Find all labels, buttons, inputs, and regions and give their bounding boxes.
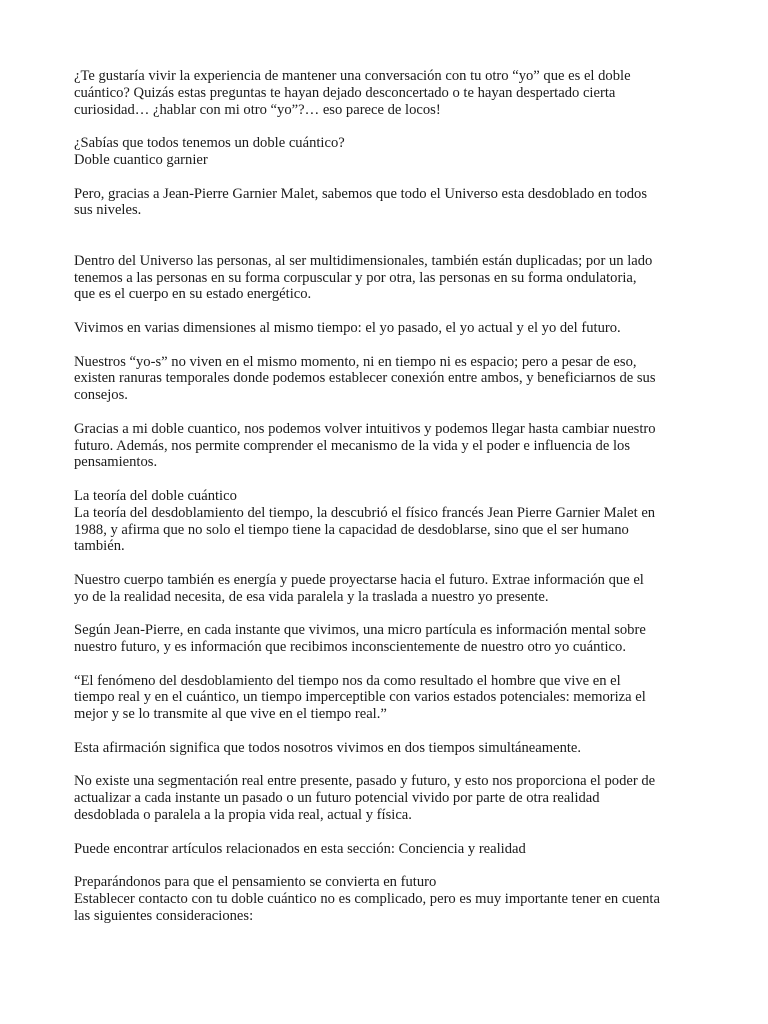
- paragraph-energy: [74, 572, 704, 606]
- paragraph-related-articles: [74, 841, 704, 858]
- text-line: Esta afirmación significa que todos nosotros vivimos en dos tiempos simultáneamente.: [74, 739, 582, 756]
- text-line: La teoría del desdoblamiento del tiempo, la descubrió el físico francés Jean Pierre Garnier Malet en: [74, 504, 656, 521]
- text-line: tenemos a las personas en su forma corpuscular y por otra, las personas en su forma ondulatoria,: [74, 269, 637, 286]
- text-line: Doble cuantico garnier: [74, 151, 208, 168]
- paragraph-garnier: [74, 186, 704, 236]
- paragraph-simultaneous: [74, 740, 704, 757]
- text-line: Según Jean-Pierre, en cada instante que vivimos, una micro partícula es información mental sobre: [74, 622, 646, 639]
- text-line: consejos.: [74, 387, 128, 404]
- paragraph-theory: [74, 488, 704, 555]
- document-body: [74, 68, 704, 941]
- paragraph-quote: [74, 673, 704, 723]
- text-line: Vivimos en varias dimensiones al mismo tiempo: el yo pasado, el yo actual y el yo del futuro.: [74, 319, 621, 336]
- text-line: Dentro del Universo las personas, al ser multidimensionales, también están duplicadas; por un lado: [74, 252, 653, 269]
- text-line: desdoblada o paralela a la propia vida real, actual y física.: [74, 807, 412, 824]
- section-heading: La teoría del doble cuántico: [74, 487, 237, 504]
- paragraph-question: [74, 135, 704, 169]
- paragraph-instant: [74, 622, 704, 656]
- text-line: mejor y se lo transmite al que vive en el tiempo real.”: [74, 706, 387, 723]
- text-line: Establecer contacto con tu doble cuántico no es complicado, pero es muy importante tener en cuenta: [74, 891, 660, 908]
- text-line: “El fenómeno del desdoblamiento del tiempo nos da como resultado el hombre que vive en el: [74, 672, 621, 689]
- text-line: 1988, y afirma que no solo el tiempo tiene la capacidad de desdoblarse, sino que el ser humano: [74, 521, 629, 538]
- text-line: nuestro futuro, y es información que recibimos inconscientemente de nuestro otro yo cuántico.: [74, 639, 626, 656]
- text-line: Gracias a mi doble cuantico, nos podemos volver intuitivos y podemos llegar hasta cambiar nuestro: [74, 420, 656, 437]
- text-line: yo de la realidad necesita, de esa vida paralela y la traslada a nuestro yo presente.: [74, 588, 549, 605]
- text-line: sus niveles.: [74, 202, 142, 219]
- paragraph-intuitive: [74, 421, 704, 471]
- text-line: Puede encontrar artículos relacionados en esta sección: Conciencia y realidad: [74, 840, 526, 857]
- paragraph-dimensions: [74, 320, 704, 337]
- text-line: Nuestros “yo-s” no viven en el mismo momento, ni en tiempo ni es espacio; pero a pesar de eso,: [74, 353, 637, 370]
- text-line: ¿Sabías que todos tenemos un doble cuántico?: [74, 135, 345, 152]
- text-line: tiempo real y en el cuántico, un tiempo imperceptible con varios estados potenciales: memoriza el: [74, 689, 646, 706]
- text-line: que es el cuerpo en su estado energético.: [74, 286, 312, 303]
- text-line: Nuestro cuerpo también es energía y puede proyectarse hacia el futuro. Extrae información que el: [74, 571, 644, 588]
- text-line: No existe una segmentación real entre presente, pasado y futuro, y esto nos proporciona el poder de: [74, 773, 656, 790]
- paragraph-multidimensional: [74, 253, 704, 303]
- text-line: Pero, gracias a Jean-Pierre Garnier Malet, sabemos que todo el Universo esta desdoblado en todos: [74, 185, 648, 202]
- text-line: pensamientos.: [74, 454, 158, 471]
- text-line: las siguientes consideraciones:: [74, 907, 254, 924]
- paragraph-intro: [74, 68, 704, 118]
- text-line: ¿Te gustaría vivir la experiencia de mantener una conversación con tu otro “yo” que es el doble: [74, 68, 631, 84]
- text-line: también.: [74, 538, 125, 555]
- text-line: actualizar a cada instante un pasado o un futuro potencial vivido por parte de otra realidad: [74, 790, 600, 807]
- text-line: futuro. Además, nos permite comprender el mecanismo de la vida y el poder e influencia de los: [74, 437, 631, 454]
- text-line: cuántico? Quizás estas preguntas te hayan dejado desconcertado o te hayan despertado cierta: [74, 84, 616, 101]
- paragraph-preparing: [74, 874, 704, 924]
- paragraph-yos: [74, 354, 704, 404]
- text-line: existen ranuras temporales donde podemos establecer conexión entre ambos, y beneficiarnos de sus: [74, 370, 656, 387]
- text-line: curiosidad… ¿hablar con mi otro “yo”?… eso parece de locos!: [74, 101, 441, 118]
- section-heading: Preparándonos para que el pensamiento se convierta en futuro: [74, 874, 437, 891]
- blank-line: [74, 219, 704, 236]
- paragraph-segmentation: [74, 773, 704, 823]
